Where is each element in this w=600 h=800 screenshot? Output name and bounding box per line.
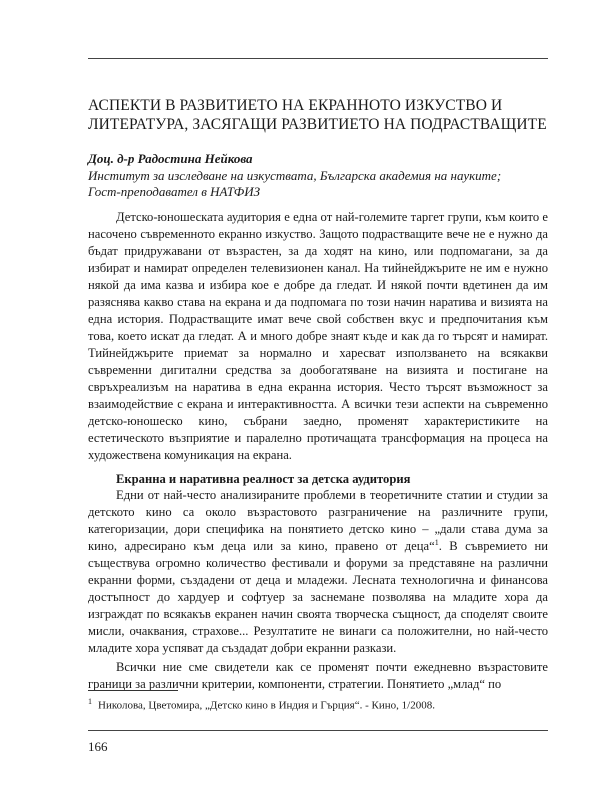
footnote-marker: 1 bbox=[88, 697, 92, 706]
footer-rule bbox=[88, 730, 548, 731]
header-rule bbox=[88, 58, 548, 59]
paragraph-2-text-b: . В съвремието ни съществува огромно количество фестивали и форуми за представяне на различни екранни форми, създадени от деца и младежи. Лесната технологична и финансова достъпност до хардуер и софтуер за заснемане позволява на младите хора да изграждат по всякакъв екранен начин своята творческа същност, да споделят своите мисли, очаквания, страхове... Резултатите не винаги са положителни, но най-често младите хора успяват да създадат добри екранни разкази. bbox=[88, 539, 548, 655]
author-affiliation-1: Институт за изследване на изкуствата, Българска академия на науките; bbox=[88, 168, 502, 183]
paragraph-2-text-a: Едни от най-често анализираните проблеми в теоретичните статии и студии за детското кино са около възрастовото разграничение на различните групи, категоризации, дори специфика на понятието детско кино – „дали става дума за кино, адресирано към деца или за кино, правено от деца“ bbox=[88, 488, 548, 553]
footnote-reference[interactable]: 1 bbox=[434, 537, 439, 547]
body-paragraph-1: Детско-юношеската аудитория е една от най-големите таргет групи, към които е насочено съвременното екранно изкуство. Защото подрастващите вече не е нужно да бъдат придружавани от възрастен, за да ходят на кино, или подпомагани, за да избират и намират определен телевизионен канал. На тийнейджърите не им е нужно някой да има казва и избира кое е добре да гледат. И някой почти вдетинен да им разяснява какво става на екрана и да подпомага по този начин наратива и визията на една история. Подрастващите имат вече свой собствен вкус и предпочитания към това, което искат да гледат. А и много добре знаят къде и как да го търсят и намират. Тийнейджърите приемат за нормално и харесват използването на всякакви съвременни дигитални средства за дообогатяване на визията и постигане на свръхреализъм на наратива в една екранна история. Често търсят възможност за взаимодействие с екрана и интерактивността. А всички тези аспекти на съвременно детско-юношеско кино, събрани заедно, променят характеристиките на естетическото възприятие и паралелно протичащата трансформация на процеса на художествена комуникация на екрана. bbox=[88, 210, 548, 462]
section-subheading: Екранна и наративна реалност за детска аудитория bbox=[116, 472, 411, 486]
article-title: АСПЕКТИ В РАЗВИТИЕТО НА ЕКРАННОТО ИЗКУСТВО И ЛИТЕРАТУРА, ЗАСЯГАЩИ РАЗВИТИЕТО НА ПОДРАСТВАЩИТЕ bbox=[88, 97, 547, 133]
author-affiliation-2: Гост-преподавател в НАТФИЗ bbox=[88, 184, 261, 199]
footnote bbox=[88, 695, 548, 713]
footnote-text: Николова, Цветомира, „Детско кино в Индия и Гърция“. - Кино, 1/2008. bbox=[98, 699, 435, 712]
body-paragraph-2 bbox=[88, 487, 548, 657]
author-name: Доц. д-р Радостина Нейкова bbox=[88, 151, 253, 166]
page-number: 166 bbox=[88, 739, 108, 754]
footnote-rule bbox=[88, 690, 178, 691]
body-paragraph-3: Всички ние сме свидетели как се променят почти ежедневно възрастовите граници за различни критерии, компоненти, стратегии. Понятието „млад“ по bbox=[88, 660, 548, 691]
